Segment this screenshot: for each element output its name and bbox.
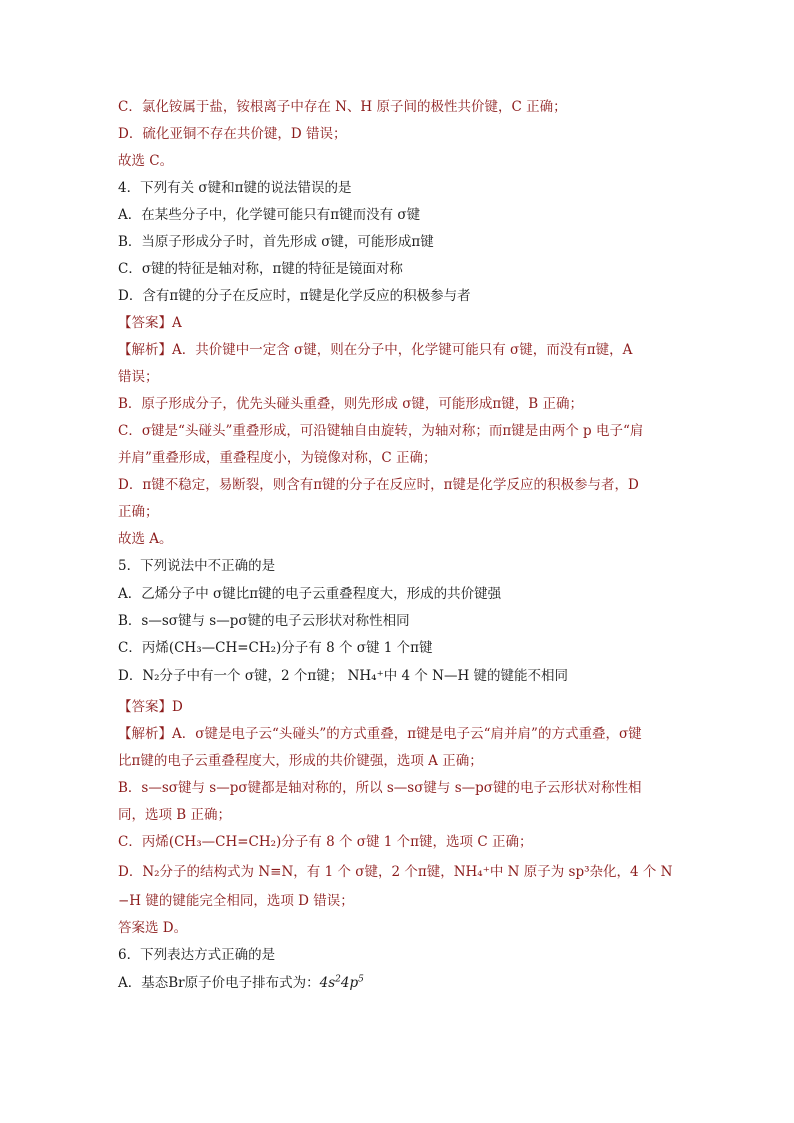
- answer-line: 【答案】D: [118, 699, 183, 715]
- text-line: D．硫化亚铜不存在共价键，D 错误；: [118, 126, 347, 142]
- text-line: 故选 C。: [118, 153, 174, 169]
- question-title: 4．下列有关 σ键和π键的说法错误的是: [118, 180, 352, 196]
- analysis-line: 比π键的电子云重叠程度大，形成的共价键强，选项 A 正确；: [118, 753, 483, 769]
- option-line: A．在某些分子中，化学键可能只有π键而没有 σ键: [118, 207, 421, 223]
- option-line: C．σ键的特征是轴对称，π键的特征是镜面对称: [118, 261, 403, 277]
- analysis-line: D．N₂分子的结构式为 N≡N，有 1 个 σ键，2 个π键，NH₄⁺中 N 原子为 sp³杂化，4 个 N: [118, 864, 673, 880]
- analysis-line: C．σ键是“头碰头”重叠形成，可沿键轴自由旋转，为轴对称；而π键是由两个 p 电子“肩: [118, 423, 644, 439]
- orbital-4s: 4s: [319, 975, 336, 991]
- question-title: 5．下列说法中不正确的是: [118, 558, 276, 574]
- option-prefix: A．基态Br原子价电子排布式为：: [118, 975, 320, 991]
- analysis-line: 【解析】A．共价键中一定含 σ键，则在分子中，化学键可能只有 σ键，而没有π键，A: [118, 342, 633, 358]
- analysis-line: 答案选 D。: [118, 920, 188, 936]
- superscript-2: 2: [335, 974, 341, 985]
- option-line: [118, 973, 364, 993]
- analysis-line: 错误；: [118, 369, 159, 385]
- analysis-line: 【解析】A．σ键是电子云“头碰头”的方式重叠，π键是电子云“肩并肩”的方式重叠，σ键: [118, 726, 642, 742]
- superscript-5: 5: [358, 974, 364, 985]
- analysis-line: 同，选项 B 正确；: [118, 807, 232, 823]
- orbital-4p: 4p: [340, 975, 359, 991]
- answer-line: 【答案】A: [118, 315, 182, 331]
- option-line: B．当原子形成分子时，首先形成 σ键，可能形成π键: [118, 234, 434, 250]
- question-title: 6．下列表达方式正确的是: [118, 947, 276, 963]
- option-line: B．s—sσ键与 s—pσ键的电子云形状对称性相同: [118, 613, 410, 629]
- analysis-line: B．原子形成分子，优先头碰头重叠，则先形成 σ键，可能形成π键，B 正确；: [118, 396, 584, 412]
- analysis-line: D．π键不稳定，易断裂，则含有π键的分子在反应时，π键是化学反应的积极参与者，D: [118, 477, 639, 493]
- text-line: C．氯化铵属于盐，铵根离子中存在 N、H 原子间的极性共价键，C 正确；: [118, 99, 567, 115]
- analysis-line: 并肩”重叠形成，重叠程度小，为镜像对称，C 正确；: [118, 450, 437, 466]
- analysis-line: 故选 A。: [118, 531, 173, 547]
- analysis-line: B．s—sσ键与 s—pσ键都是轴对称的，所以 s—sσ键与 s—pσ键的电子云形状对称性相: [118, 780, 642, 796]
- option-line: D．含有π键的分子在反应时，π键是化学反应的积极参与者: [118, 288, 471, 304]
- analysis-line: 正确；: [118, 504, 159, 520]
- option-line: A．乙烯分子中 σ键比π键的电子云重叠程度大，形成的共价键强: [118, 586, 502, 602]
- option-line: D．N₂分子中有一个 σ键，2 个π键； NH₄⁺中 4 个 N—H 键的键能不相同: [118, 668, 569, 684]
- analysis-line: −H 键的键能完全相同，选项 D 错误；: [118, 893, 354, 909]
- option-line: C．丙烯(CH₃—CH=CH₂)分子有 8 个 σ键 1 个π键: [118, 640, 433, 656]
- analysis-line: C．丙烯(CH₃—CH=CH₂)分子有 8 个 σ键 1 个π键，选项 C 正确；: [118, 834, 533, 850]
